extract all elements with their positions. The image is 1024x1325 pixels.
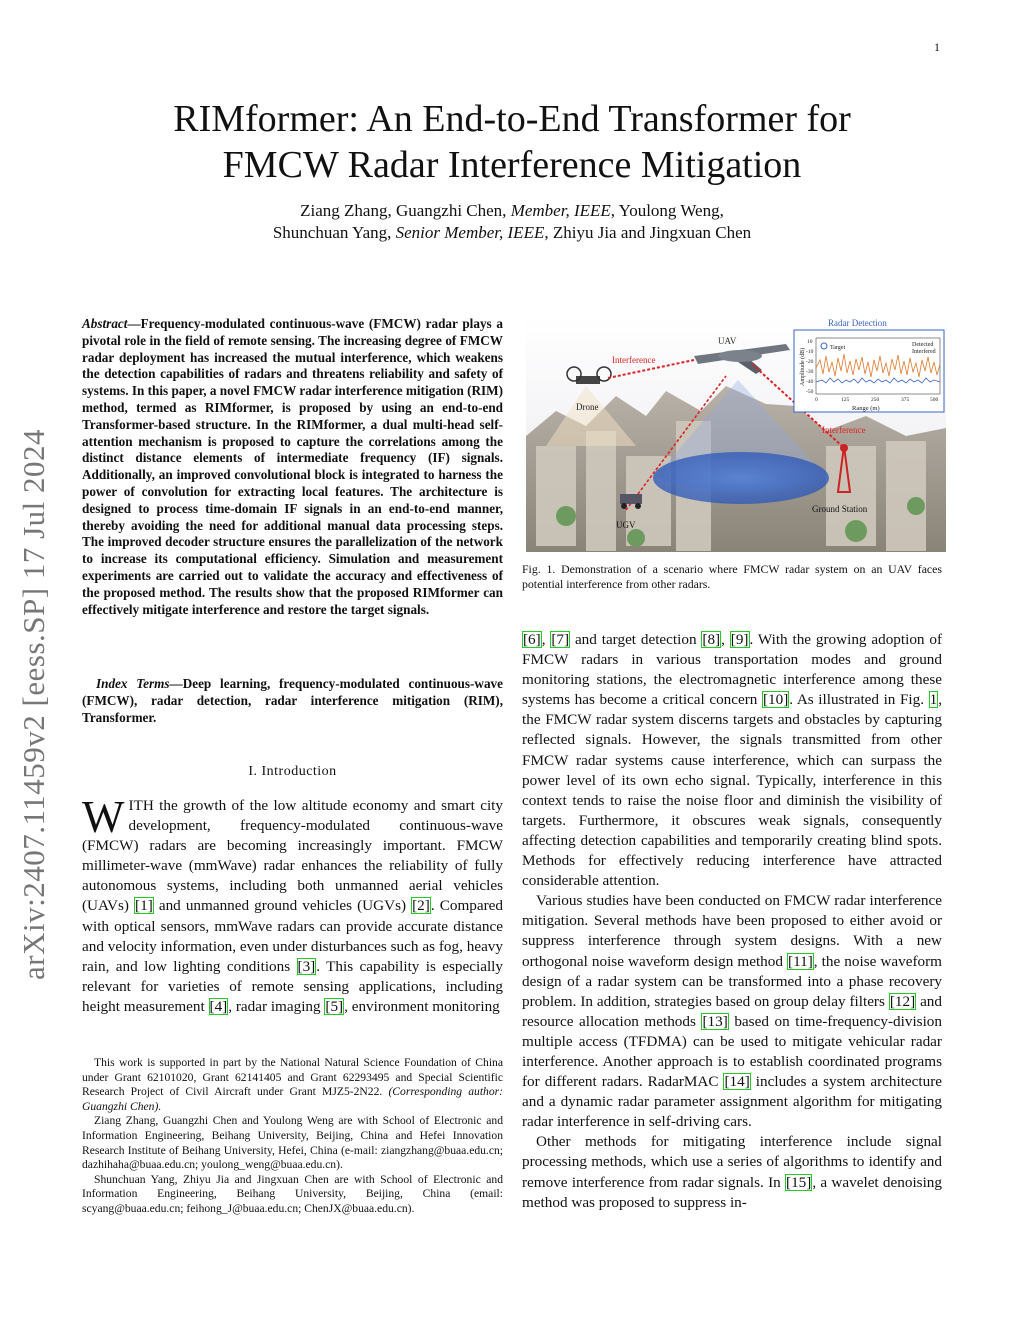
body-text: . As illustrated in Fig. xyxy=(789,691,929,709)
x-tick: 500 xyxy=(930,397,939,403)
x-tick: 0 xyxy=(815,397,818,403)
legend-detected: Detected xyxy=(912,342,934,348)
author-role: Member, IEEE xyxy=(510,201,611,220)
authors-line-2 xyxy=(0,222,1024,244)
footnote-affiliation-1: Ziang Zhang, Guangzhi Chen and Youlong Weng are with School of Electronic and Information Engineering, Beihang University, Beijing, China and Hefei Innovation Research Institute of Beihang University, Hefei, China (e-mail: ziangzhang@buaa.edu.cn; dazhihaha@buaa.edu.cn; youlong_weng@buaa.edu.cn). xyxy=(82,1114,503,1172)
ugv-label: UGV xyxy=(616,520,636,530)
intro-text: and unmanned ground vehicles (UGVs) xyxy=(153,897,412,915)
body-text: Various studies have been conducted on FMCW radar interference mitigation. Several methods have been proposed to either avoid or suppress interference through system designs. With a new orthogonal noise waveform design method xyxy=(522,892,942,970)
footnotes xyxy=(82,1056,503,1217)
paragraph xyxy=(522,630,942,891)
y-tick: -20 xyxy=(806,359,814,365)
citation-link[interactable]: [14] xyxy=(724,1073,750,1091)
intro-text: . Compared with optical sensors, mmWave radars can provide accurate distance and velocity information, even under disturbances such as fog, heavy rain, and low lighting conditions xyxy=(82,897,503,975)
citation-link[interactable]: [8] xyxy=(702,631,721,648)
abstract-label: Abstract xyxy=(82,316,128,331)
paper-title xyxy=(0,96,1024,188)
drone-label: Drone xyxy=(576,402,599,412)
body-text: , xyxy=(721,631,730,648)
section-heading: I. Introduction xyxy=(248,764,337,779)
y-tick: -30 xyxy=(806,369,814,375)
corresponding-author: (Corresponding author: Guangzhi Chen). xyxy=(82,1085,504,1113)
author-names: Ziang Zhang, Guangzhi Chen, xyxy=(300,201,511,220)
body-text: includes a system architecture and a dynamic radar parameter assignment algorithm for mitigating radar interference in self-driving cars. xyxy=(522,1073,942,1131)
radar-detection-inset xyxy=(794,318,944,412)
interference-label: Interference xyxy=(822,425,866,435)
legend-interfered: Interfered xyxy=(912,349,936,355)
citation-link[interactable]: [1] xyxy=(135,897,153,915)
paragraph xyxy=(522,1132,942,1212)
author-names: , Youlong Weng, xyxy=(610,201,724,220)
body-text: Other methods for mitigating interference include signal processing methods, which use a series of algorithms to identify and remove interference from radar signals. In xyxy=(522,1133,942,1191)
y-tick: -40 xyxy=(806,379,814,385)
intro-paragraph xyxy=(82,792,503,1017)
author-list xyxy=(0,200,1024,244)
body-text: , xyxy=(541,631,551,648)
drop-cap: W xyxy=(82,792,125,842)
body-text: , the noise waveform design of a radar system can be transformed into a phase recovery problem. In addition, strategies based on group delay filters xyxy=(522,952,942,1010)
body-text: , a wavelet denoising method was proposed to suppress in- xyxy=(522,1173,942,1211)
detection-zone xyxy=(653,452,829,504)
y-tick: -10 xyxy=(806,349,814,355)
intro-text: , radar imaging xyxy=(228,997,325,1015)
citation-link[interactable]: [3] xyxy=(297,957,316,975)
index-terms xyxy=(82,676,503,726)
paragraph xyxy=(522,891,942,1132)
citation-link[interactable]: [6] xyxy=(523,631,541,648)
body-text: and target detection xyxy=(570,631,702,648)
ground-station-label: Ground Station xyxy=(812,504,868,514)
y-tick: -50 xyxy=(806,389,814,395)
authors-line-1 xyxy=(0,200,1024,222)
footnote-funding xyxy=(82,1056,503,1114)
citation-link[interactable]: [13] xyxy=(702,1012,728,1030)
intro-text: ITH the growth of the low altitude economy and smart city development, frequency-modulated continuous-wave (FMCW) radars are becoming increasingly important. FMCW millimeter-wave (mmWave) radar enhances the reliability of fully autonomous systems, including both unmanned aerial vehicles (UAVs) xyxy=(82,797,503,915)
inset-title: Radar Detection xyxy=(828,318,887,328)
citation-link[interactable]: [7] xyxy=(551,631,570,648)
uav-label: UAV xyxy=(718,336,737,346)
y-tick: 10 xyxy=(807,339,813,345)
x-tick: 250 xyxy=(871,397,880,403)
footnote-affiliation-2: Shunchuan Yang, Zhiyu Jia and Jingxuan Chen are with School of Electronic and Information Engineering, Beihang University, Beijing, China (email: scyang@buaa.edu.cn; feihong_J@buaa.edu.cn; ChenJX@buaa.edu.cn). xyxy=(82,1172,503,1215)
citation-link[interactable]: [10] xyxy=(762,691,789,709)
citation-link[interactable]: [5] xyxy=(325,997,344,1015)
page-number: 1 xyxy=(934,40,940,54)
title-line-1: RIMformer: An End-to-End Transformer for xyxy=(173,98,851,140)
index-terms-label: Index Terms xyxy=(96,676,170,691)
arxiv-watermark: arXiv:2407.11459v2 [eess.SP] 17 Jul 2024 xyxy=(16,429,51,980)
author-names: Shunchuan Yang, xyxy=(272,223,396,242)
body-text: , the FMCW radar system discerns targets and obstacles by capturing reflected signals. However, the signals transmitted from other FMCW radar systems cause interference, which can surpass the power level of its own echo signal. Typically, interference in this context tends to raise the noise floor and diminish the visibility of targets. Furthermore, it obscures weak signals, consequently affecting detection capabilities and temporarily creating blind spots. Methods for effectively reducing interference have attracted considerable attention. xyxy=(522,691,942,890)
footnote-text: This work is supported in part by the National Natural Science Foundation of China under Grant 62101020, Grant 62141405 and Grant 62293495 and Special Scientific Research Project of Civil Aircraft under Grant MJZ5-2N22. xyxy=(82,1056,503,1099)
citation-link[interactable]: [2] xyxy=(412,897,430,915)
abstract xyxy=(82,316,503,618)
citation-link[interactable]: [4] xyxy=(209,997,228,1015)
figure-1-scenario xyxy=(526,316,946,552)
abstract-text: —Frequency-modulated continuous-wave (FMCW) radar plays a pivotal role in the field of remote sensing. The increasing degree of FMCW radar deployment has increased the mutual interference, which weakens the detection capabilities of radars and threatens reliability and safety of systems. In this paper, a novel FMCW radar interference mitigation (RIM) method, termed as RIMformer, is proposed by using an end-to-end Transformer-based structure. In the RIMformer, a dual multi-head self-attention mechanism is proposed to capture the correlations among the distinct distance elements of intermediate frequency (IF) signals. Additionally, an improved convolutional block is integrated to harness the power of convolution for extracting local features. The architecture is designed to process time-domain IF signals in an end-to-end manner, thereby avoiding the need for additional manual data processing steps. The improved decoder structure ensures the parallelization of the network to increase its computational efficiency. Simulation and measurement experiments are carried out to validate the accuracy and effectiveness of the proposed method. The results show that the proposed RIMformer can effectively mitigate interference and restore the target signals. xyxy=(82,316,503,617)
body-text: . With the growing adoption of FMCW radars in various transportation modes and ground monitoring stations, the electromagnetic interference among these systems has become a critical concern xyxy=(522,631,943,709)
intro-text: . This capability is especially relevant for varieties of remote sensing applications, including height measurement xyxy=(82,957,503,1015)
x-tick: 125 xyxy=(841,397,850,403)
citation-link[interactable]: [9] xyxy=(730,631,749,648)
figure-caption: Fig. 1. Demonstration of a scenario where FMCW radar system on an UAV faces potential interference from other radars. xyxy=(522,562,942,591)
x-tick: 375 xyxy=(901,397,910,403)
legend-target: Target xyxy=(830,345,846,351)
right-column-text xyxy=(522,630,942,1213)
title-line-2: FMCW Radar Interference Mitigation xyxy=(222,144,802,186)
interference-label: Interference xyxy=(612,355,656,365)
body-text: based on time-frequency-division multiple access (TFDMA) can be used to mitigate vehicular radar interference. Another approach is to establish coordinated programs for different radars. RadarMAC xyxy=(522,1012,942,1091)
citation-link[interactable]: [15] xyxy=(786,1173,812,1191)
figure-link[interactable]: 1 xyxy=(929,691,938,709)
citation-link[interactable]: [11] xyxy=(788,952,813,970)
author-names: , Zhiyu Jia and Jingxuan Chen xyxy=(544,223,752,242)
body-text: and resource allocation methods xyxy=(522,992,942,1030)
inset-ylabel: Amplitude (dB) xyxy=(800,347,806,386)
inset-xlabel: Range (m) xyxy=(852,405,880,412)
index-terms-text: —Deep learning, frequency-modulated continuous-wave (FMCW), radar detection, radar interference mitigation (RIM), Transformer. xyxy=(82,676,503,725)
citation-link[interactable]: [12] xyxy=(889,992,916,1010)
author-role: Senior Member, IEEE xyxy=(395,223,545,242)
intro-text: , environment monitoring xyxy=(344,997,500,1015)
